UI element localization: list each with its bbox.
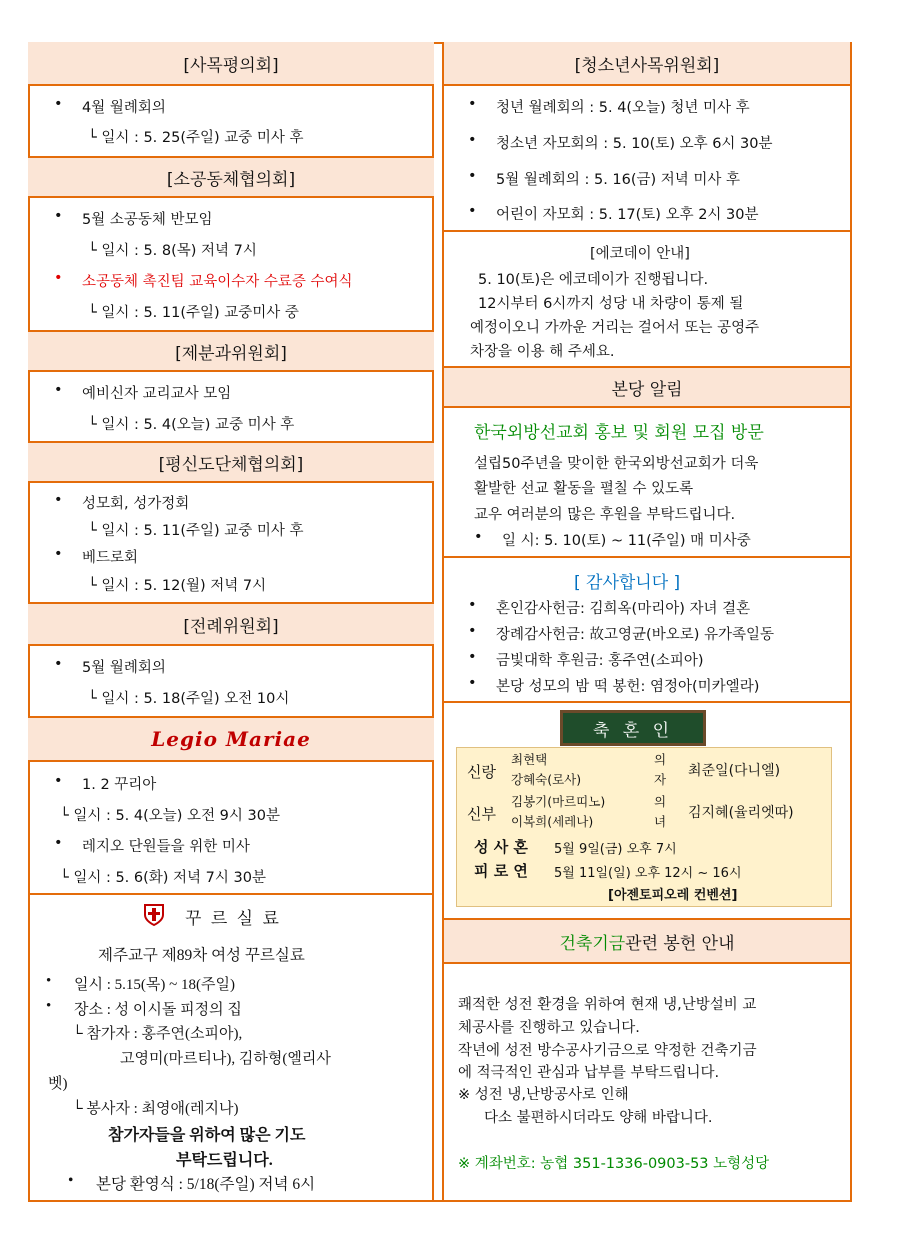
cursillo-top-rule: [28, 893, 434, 895]
wedding-title-board: [560, 710, 706, 746]
thanks-top-rule: [444, 556, 850, 558]
youth-title: [청소년사목위원회]: [574, 55, 720, 76]
eco-top-rule: [444, 230, 850, 232]
samok-title: [사목평의회]: [183, 55, 279, 76]
sogong-item-1: • 5월 소공동체 반모임: [82, 208, 213, 229]
samok-header: [28, 42, 434, 86]
bride-parent-1: 김봉기(마르띠노): [511, 794, 606, 809]
eco-title: [에코데이 안내]: [590, 246, 690, 262]
notice-title: 본당 알림: [611, 379, 683, 400]
youth-item-1: • 청년 월례회의 : 5. 4(오늘) 청년 미사 후: [496, 96, 750, 117]
sogong-item-1-sub: └ 일시 : 5. 8(목) 저녁 7시: [88, 243, 257, 259]
cursillo-welcome: • 본당 환영식 : 5/18(주일) 저녁 6시: [96, 1172, 315, 1194]
cursillo-subtitle: 제주교구 제89차 여성 꾸르실료: [98, 947, 305, 964]
pyeongsin-header: [28, 441, 434, 483]
bride-ui: 의: [654, 794, 667, 809]
youth-item-4: • 어린이 자모회 : 5. 17(토) 오후 2시 30분: [496, 203, 759, 224]
wedding-title: 축 혼 인: [592, 720, 674, 741]
jebun-item-1-sub: └ 일시 : 5. 4(오늘) 교중 미사 후: [88, 417, 295, 433]
building-account: ※ 계좌번호: 농협 351-1336-0903-53 노형성당: [458, 1156, 770, 1172]
notice-line-4: • 일 시: 5. 10(토) ~ 11(주일) 매 미사중: [502, 529, 751, 550]
jebun-item-1: • 예비신자 교리교사 모임: [82, 382, 231, 403]
cursillo-helper: └ 봉사자 : 최영애(레지나): [72, 1101, 239, 1117]
ceremony-label: 성 사 혼: [474, 838, 528, 856]
bride-name: 김지혜(율리엣따): [688, 805, 794, 821]
building-line-5: ※ 성전 냉,난방공사로 인해: [458, 1087, 629, 1103]
cursillo-pray-2: 부탁드립니다.: [176, 1152, 273, 1169]
sogong-header: [28, 156, 434, 198]
cursillo-participants-3: 벳): [48, 1076, 68, 1092]
pyeongsin-item-1-sub: └ 일시 : 5. 11(주일) 교중 미사 후: [88, 523, 304, 539]
jeonrye-item-1: • 5월 월례회의: [82, 656, 166, 677]
groom-parent-1: 최현택: [511, 752, 548, 767]
legio-item-1: • 1. 2 꾸리아: [82, 773, 156, 794]
notice-headline: 한국외방선교회 홍보 및 회원 모집 방문: [474, 423, 764, 443]
wedding-top-rule: [444, 701, 850, 703]
cursillo-participants-1: └ 참가자 : 홍주연(소피아),: [72, 1026, 243, 1042]
pyeongsin-item-2: • 베드로회: [82, 546, 138, 567]
reception-date: 5월 11일(일) 오후 12시 ~ 16시: [554, 866, 742, 881]
thanks-title: [ 감사합니다 ]: [574, 573, 681, 593]
cursillo-participants-2: 고영미(마르티나), 김하형(엘리사: [120, 1051, 331, 1067]
sogong-title: [소공동체협의회]: [166, 169, 296, 190]
jeonrye-item-1-sub: └ 일시 : 5. 18(주일) 오전 10시: [88, 691, 290, 707]
youth-item-2: • 청소년 자모회의 : 5. 10(토) 오후 6시 30분: [496, 132, 773, 153]
eco-line-1: 5. 10(토)은 에코데이가 진행됩니다.: [478, 272, 709, 288]
jeonrye-title: [전례위원회]: [183, 616, 279, 637]
building-line-3: 작년에 성전 방수공사기금으로 약정한 건축기금: [458, 1043, 757, 1059]
cursillo-pray-1: 참가자들을 위하여 많은 기도: [108, 1127, 306, 1144]
building-line-1: 쾌적한 성전 환경을 위하여 현재 냉,난방설비 교: [458, 997, 757, 1013]
sogong-item-2: • 소공동체 촉진팀 교육이수자 수료증 수여식: [82, 270, 353, 291]
cross-shield-icon: [143, 903, 165, 927]
legio-item-2: • 레지오 단원들을 위한 미사: [82, 835, 250, 856]
bride-label: 신부: [467, 805, 496, 823]
youth-header: [444, 42, 850, 86]
groom-name: 최준일(다니엘): [688, 763, 781, 779]
eco-line-4: 차장을 이용 해 주세요.: [470, 344, 615, 360]
eco-line-3: 예정이오니 가까운 거리는 걸어서 또는 공영주: [470, 320, 760, 336]
pyeongsin-item-2-sub: └ 일시 : 5. 12(월) 저녁 7시: [88, 578, 267, 594]
column-divider-right: [442, 42, 444, 1202]
samok-item-1: • 4월 월례회의: [82, 96, 166, 117]
cursillo-date: • 일시 : 5.15(목) ~ 18(주일): [74, 973, 235, 994]
building-title-b: 관련 봉헌 안내: [625, 933, 735, 954]
legio-header: [28, 716, 434, 762]
building-header: [444, 918, 850, 964]
reception-label: 피 로 연: [474, 862, 528, 880]
jebun-header: [28, 330, 434, 372]
notice-header: [444, 366, 850, 408]
legio-title: Legio Mariae: [151, 727, 311, 751]
building-title-a: 건축기금: [559, 933, 626, 954]
legio-item-1-sub: └ 일시 : 5. 4(오늘) 오전 9시 30분: [60, 808, 280, 824]
pyeongsin-title: [평신도단체협의회]: [158, 454, 304, 475]
notice-line-2: 활발한 선교 활동을 펼칠 수 있도록: [474, 481, 694, 497]
building-line-6: 다소 불편하시더라도 양해 바랍니다.: [484, 1110, 713, 1126]
groom-ui: 의: [654, 752, 667, 767]
thanks-item-2: • 장례감사헌금: 故고영균(바오로) 유가족일동: [496, 623, 774, 644]
youth-item-3: • 5월 월례회의 : 5. 16(금) 저녁 미사 후: [496, 168, 740, 189]
bride-parent-2: 이복희(세레나): [511, 814, 594, 829]
notice-line-3: 교우 여러분의 많은 후원을 부탁드립니다.: [474, 507, 736, 523]
cursillo-place: • 장소 : 성 이시돌 피정의 집: [74, 998, 242, 1019]
thanks-item-4: • 본당 성모의 밤 떡 봉헌: 염정아(미카엘라): [496, 675, 759, 696]
jebun-title: [제분과위원회]: [175, 343, 287, 364]
jeonrye-header: [28, 602, 434, 646]
thanks-item-3: • 금빛대학 후원금: 홍주연(소피아): [496, 649, 704, 670]
sogong-item-2-sub: └ 일시 : 5. 11(주일) 교중미사 중: [88, 305, 299, 321]
notice-line-1: 설립50주년을 맞이한 한국외방선교회가 더욱: [474, 456, 759, 472]
bride-nyeo: 녀: [654, 814, 667, 829]
thanks-item-1: • 혼인감사헌금: 김희옥(마리아) 자녀 결혼: [496, 597, 750, 618]
samok-item-1-sub: └ 일시 : 5. 25(주일) 교중 미사 후: [88, 130, 304, 146]
ceremony-date: 5월 9일(금) 오후 7시: [554, 842, 677, 857]
groom-ja: 자: [654, 772, 667, 787]
building-line-4: 에 적극적인 관심과 납부를 부탁드립니다.: [458, 1065, 720, 1081]
cursillo-title: 꾸 르 실 료: [185, 909, 281, 929]
pyeongsin-item-1: • 성모회, 성가정회: [82, 492, 189, 513]
eco-line-2: 12시부터 6시까지 성당 내 차량이 통제 될: [478, 296, 744, 312]
wedding-venue: [아젠토피오레 컨벤션]: [608, 888, 738, 903]
groom-label: 신랑: [467, 763, 496, 781]
building-line-2: 체공사를 진행하고 있습니다.: [458, 1020, 640, 1036]
groom-parent-2: 강혜숙(로사): [511, 772, 582, 787]
legio-item-2-sub: └ 일시 : 5. 6(화) 저녁 7시 30분: [60, 870, 266, 886]
